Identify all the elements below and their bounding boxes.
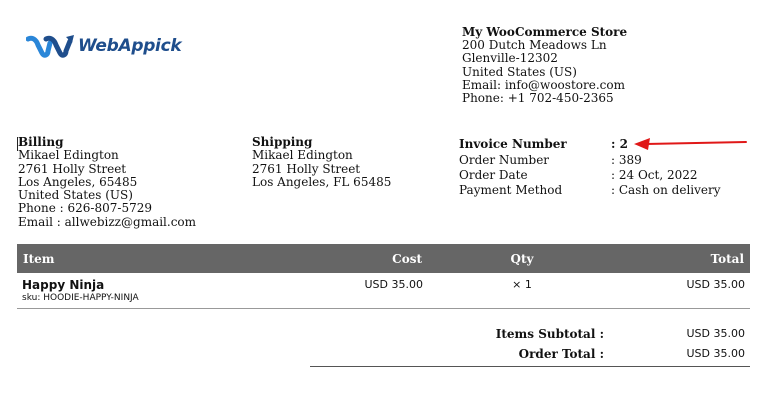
totals-divider: [310, 366, 750, 367]
col-header-qty: Qty: [428, 244, 616, 273]
table-header-row: [17, 244, 750, 273]
red-arrow-icon: [632, 136, 748, 152]
shipping-header: Shipping: [252, 135, 313, 149]
product-name: Happy Ninja: [22, 278, 105, 292]
col-header-item: Item: [17, 244, 259, 273]
billing-name: Mikael Edington: [18, 148, 119, 163]
billing-phone: Phone : 626-807-5729: [18, 201, 152, 216]
payment-method-value: : Cash on delivery: [611, 183, 721, 197]
item-cost: USD 35.00: [259, 273, 428, 309]
order-date-value: : 24 Oct, 2022: [611, 168, 698, 182]
store-info: [462, 26, 627, 105]
billing-city: Los Angeles, 65485: [18, 174, 138, 189]
order-total-row: [310, 347, 750, 367]
item-total: USD 35.00: [616, 273, 750, 309]
order-total-value: USD 35.00: [686, 347, 745, 360]
billing-email: Email : allwebizz@gmail.com: [18, 214, 197, 229]
store-name: My WooCommerce Store: [462, 25, 628, 39]
product-sku: sku: HOODIE-HAPPY-NINJA: [22, 293, 139, 303]
store-phone: Phone: +1 702-450-2365: [462, 91, 614, 106]
item-cell: [17, 273, 259, 309]
items-subtotal-row: [310, 327, 750, 347]
billing-header: Billing: [18, 135, 64, 149]
brand-logo-text: WebAppick: [78, 36, 182, 56]
order-date-label: Order Date: [459, 168, 528, 182]
invoice-number-value: : 2: [611, 137, 628, 151]
order-number-value: : 389: [611, 153, 642, 167]
order-items-table: [17, 244, 750, 309]
table-row: [17, 273, 750, 309]
items-subtotal-value: USD 35.00: [686, 327, 745, 340]
shipping-street: 2761 Holly Street: [252, 161, 361, 176]
item-qty: × 1: [428, 273, 616, 309]
store-address-line1: 200 Dutch Meadows Ln: [462, 38, 607, 53]
items-subtotal-label: Items Subtotal :: [495, 327, 604, 341]
invoice-number-label: Invoice Number: [459, 137, 567, 151]
col-header-total: Total: [616, 244, 750, 273]
store-address-line2: Glenville-12302: [462, 51, 558, 66]
store-email: Email: info@woostore.com: [462, 77, 625, 92]
billing-address: [18, 136, 196, 229]
billing-country: United States (US): [18, 188, 133, 203]
order-number-label: Order Number: [459, 153, 550, 167]
shipping-address: [252, 136, 391, 189]
payment-method-label: Payment Method: [459, 183, 563, 197]
col-header-cost: Cost: [259, 244, 428, 273]
shipping-city: Los Angeles, FL 65485: [252, 174, 392, 189]
billing-street: 2761 Holly Street: [18, 161, 127, 176]
store-country: United States (US): [462, 64, 577, 79]
shipping-name: Mikael Edington: [252, 148, 353, 163]
webappick-logo-icon: [26, 33, 76, 59]
order-total-label: Order Total :: [518, 347, 604, 361]
